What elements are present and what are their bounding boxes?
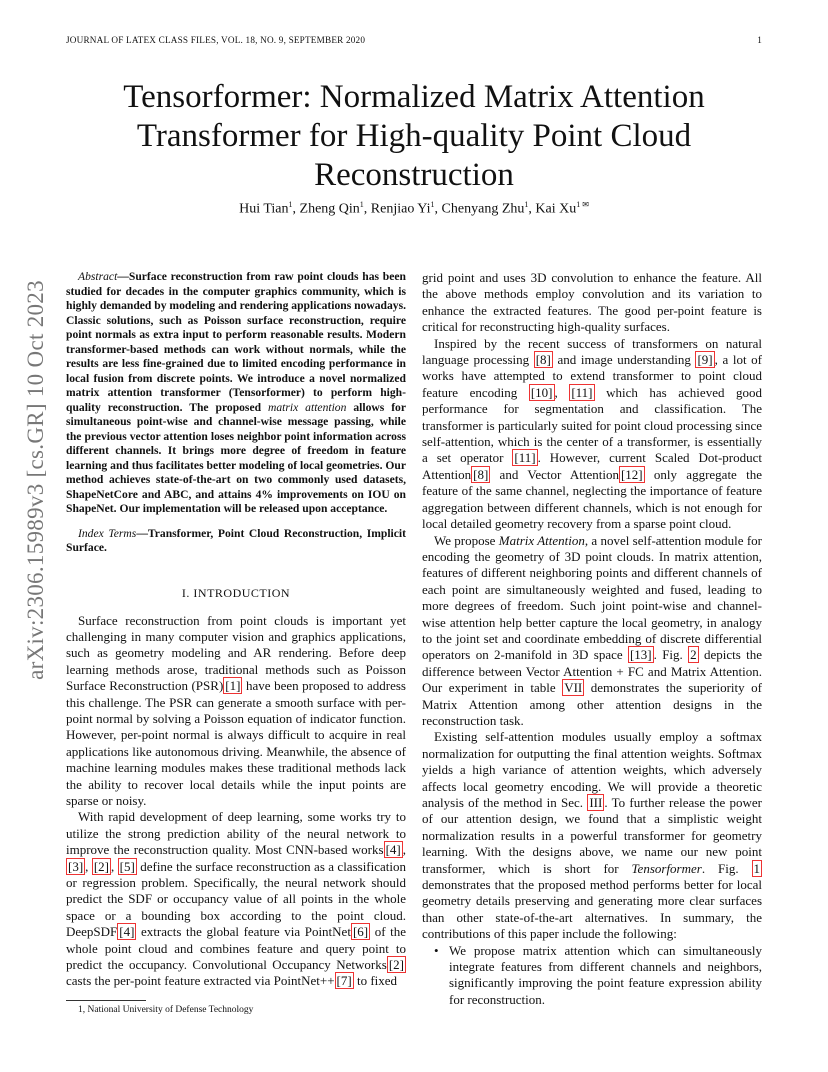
author-name: Kai Xu: [535, 201, 577, 217]
citation-link[interactable]: [9]: [697, 352, 713, 368]
page-number: 1: [757, 35, 762, 45]
abstract-label: Abstract: [78, 270, 118, 283]
citation-link[interactable]: [11]: [571, 384, 593, 400]
intro-paragraph: With rapid development of deep learning, some works try to utilize the strong prediction ability of the neural network to improve the reconstruction quality. Most CNN-based works [4] , [3] , [2] , [5] define the surface reconstruction as a classification or regression problem. Specifically, the neural network should predict the SDF or occupancy value of all points in the whole space or a bounding box according to the point cloud. DeepSDF [4] extracts the global feature via PointNet [6] of the whole point cloud and combines feature and query point to predict the occupancy. Convolutional Occupancy Networks [2] casts the per-point feature extracted via PointNet++ [7] to fixed: [66, 809, 407, 989]
citation-link[interactable]: [4]: [119, 924, 135, 940]
citation-link[interactable]: [11]: [514, 450, 536, 466]
section-heading: I. INTRODUCTION: [181, 585, 291, 600]
citation-link[interactable]: [6]: [352, 924, 369, 940]
author-name: Zheng Qin: [299, 201, 360, 217]
body-paragraph: grid point and uses 3D convolution to enhance the feature. All the above methods employ convolution and its variation to enhance the extracted features. The good per-point feature is critical for reconstructing high-quality surfaces.: [422, 270, 762, 335]
affiliation-mark: 1: [524, 200, 529, 209]
citation-link[interactable]: [8]: [535, 352, 551, 368]
arxiv-id: arXiv:2306.15989v3 [cs.GR] 10 Oct 2023: [23, 280, 48, 680]
citation-link[interactable]: [12]: [620, 466, 643, 482]
author-list: Hui Tian$^1$, Zheng Qin$^1$, Renjiao Yi$^1$, Chenyang Zhu$^1$, Kai $Xu^{1 ✉}$: [239, 200, 589, 217]
author-name: Hui Tian: [239, 201, 289, 217]
left-column: [66, 270, 406, 990]
affiliation-mark: 1: [359, 200, 364, 209]
table-link[interactable]: VII: [564, 680, 583, 696]
running-header: JOURNAL OF LATEX CLASS FILES, VOL. 18, NO. 9, SEPTEMBER 2020: [66, 35, 366, 45]
intro-paragraph: Surface reconstruction from point clouds is important yet challenging in many computer vision and graphics applications, such as geometry modeling and AR rendering. Before deep learning methods arose, traditional methods such as Poisson Surface Reconstruction (PSR) [1] have been proposed to address this challenge. The PSR can generate a smooth surface with per-point normal by solving a Poisson equation of indicator function. However, per-point normal is always difficult to acquire in real applications like autonomous driving. Meanwhile, the absence of machine learning modules makes these traditional methods lack the ability to recover local details while the input points are sparse or noisy.: [66, 612, 406, 808]
body-paragraph: Inspired by the recent success of transformers on natural language processing [8] and image understanding [9] , a lot of works have attempted to extend transformer to point cloud feature encoding [10] , [11] which has achieved good performance for segmentation and classification. The transformer is particularly suited for point cloud processing since self-attention, which is the center of a transformer, is essentially a set operator [11] . However, current Scaled Dot-product Attention [8] and Vector Attention [12] only aggregate the feature of the same channel, neglecting the importance of feature aggregation between different channels, which is not enough for local detailed geometry recovery from a sparse point cloud.: [422, 335, 763, 532]
affiliation-mark: 1: [288, 200, 293, 209]
contribution-bullet: • We propose matrix attention which can simultaneously integrate features from different channels and neighbors, significantly improving the point feature expression ability for reconstruction.: [434, 942, 762, 1007]
section-link[interactable]: III: [589, 795, 603, 810]
citation-link[interactable]: [7]: [336, 973, 352, 989]
author-name: Renjiao Yi: [370, 201, 431, 217]
body-paragraph: Existing self-attention modules usually employ a softmax normalization for outputting the final attention weights. Softmax yields a high variance of attention weights, which adversely affects local geometry encoding. We will provide a theoretic analysis of the method in Sec. III . To further release the power of our attention design, we found that a simplistic weight normalization results in a powerful transformer for geometry learning. With the designs above, we name our new point transformer, which is short for Tensorformer. Fig. 1 demonstrates that the proposed method performs better for local geometry details preserving and generating more clear surfaces than other state-of-the-art alternatives. In summary, the contributions of this paper include the following:: [422, 729, 763, 942]
citation-link[interactable]: [5]: [119, 858, 135, 874]
arxiv-sidebar: [16, 280, 56, 680]
figure-link[interactable]: 2: [690, 647, 697, 663]
footnote: 1, National University of Defense Technology: [78, 1005, 254, 1015]
citation-link[interactable]: [3]: [68, 858, 84, 874]
right-column: [422, 270, 762, 1008]
index-terms: Index Terms—Transformer, Point Cloud Reconstruction, Implicit Surface.: [66, 526, 407, 554]
citation-link[interactable]: [13]: [629, 647, 652, 663]
citation-link[interactable]: [10]: [530, 384, 553, 400]
figure-link[interactable]: 1: [753, 860, 761, 876]
citation-link[interactable]: [2]: [93, 858, 109, 874]
author-name: Chenyang Zhu: [441, 201, 525, 217]
affiliation-mark: 1: [430, 200, 435, 209]
abstract: Abstract—Surface reconstruction from raw point clouds has been studied for decades in the computer graphics community, which is highly demanded by modeling and rendering applications nowadays. Classic solutions, such as Poisson surface reconstruction, require point normals as extra input to perform reasonable results. Modern transformer-based methods can work without normals, while the results are less fine-grained due to limited encoding performance in local fusion from discrete points. We introduce a novel normalized matrix attention transformer (Tensorformer) to perform high-quality reconstruction. The proposed matrix attention allows for simultaneous point-wise and channel-wise message passing, while the previous vector attention loses neighbor point information across different channels. It brings more degree of freedom in feature learning and thus facilitates better modeling of local geometries. Our method achieves state-of-the-art on two commonly used datasets, ShapeNetCore and ABC, and attains 4% improvements on IOU on ShapeNet. Our implementation will be released upon acceptance.: [66, 270, 406, 515]
citation-link[interactable]: [1]: [225, 678, 241, 694]
citation-link[interactable]: [8]: [473, 466, 489, 482]
bullet-icon: •: [434, 942, 439, 958]
affiliation-mark: 1 ✉: [576, 200, 589, 209]
index-terms-label: Index Terms: [78, 526, 137, 540]
citation-link[interactable]: [4]: [385, 842, 401, 858]
body-paragraph: We propose Matrix Attention, a novel self-attention module for encoding the geometry of 3D point clouds. In matrix attention, features of different neighboring points and different channels of each point are simultaneously weighted and fused, leading to more degrees of freedom. Such joint point-wise and channel-wise attention help better capture the local geometry, in analogy to the joint set and coordinate embedding of discrete differential operators on 2-manifold in 3D space [13] . Fig. 2 depicts the difference between Vector Attention + FC and Matrix Attention. Our experiment in table VII demonstrates the superiority of Matrix Attention among other attention designs in the reconstruction task.: [422, 532, 762, 728]
citation-link[interactable]: [2]: [388, 957, 404, 973]
footnote-rule: [66, 1000, 146, 1001]
paper-title: Tensorformer: Normalized Matrix Attention Transformer for High-quality Point Cloud Reconstruction: [123, 79, 705, 193]
